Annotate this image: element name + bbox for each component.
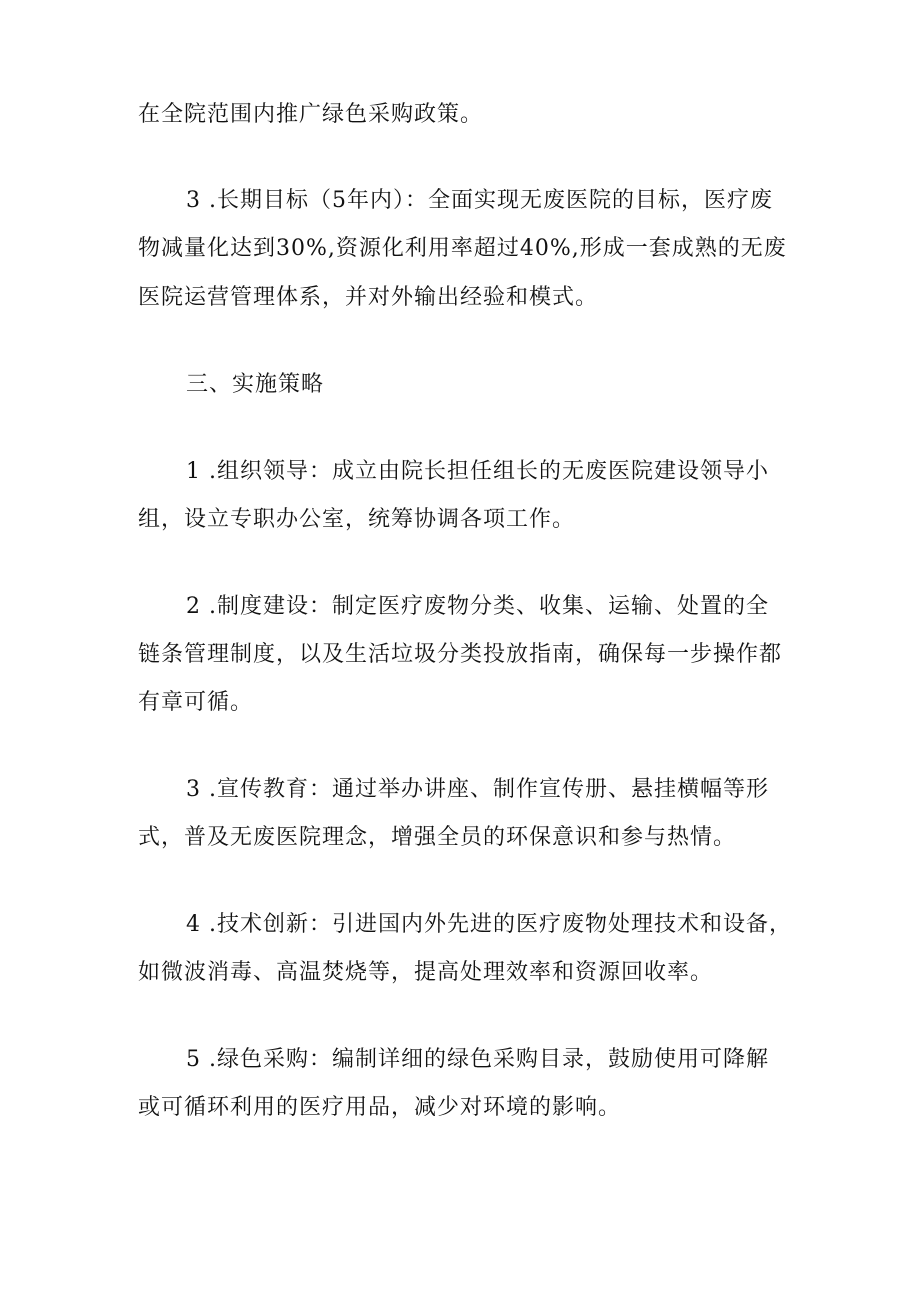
paragraph-line: 在全院范围内推广绿色采购政策。 — [138, 102, 484, 127]
paragraph-line: 如微波消毒、高温焚烧等，提高处理效率和资源回收率。 — [138, 960, 714, 985]
paragraph-line: 4 .技术创新：引进国内外先进的医疗废物处理技术和设备， — [186, 912, 792, 937]
paragraph-line: 物减量化达到30%,资源化利用率超过40%,形成一套成熟的无废 — [138, 236, 787, 261]
section-heading: 三、实施策略 — [186, 372, 325, 397]
paragraph-line: 有章可循。 — [138, 690, 254, 715]
paragraph-line: 1 .组织领导：成立由院长担任组长的无废医院建设领导小 — [186, 459, 769, 484]
paragraph-line: 或可循环利用的医疗用品，减少对环境的影响。 — [138, 1095, 622, 1120]
paragraph-line: 2 .制度建设：制定医疗废物分类、收集、运输、处置的全 — [186, 594, 769, 619]
paragraph-line: 组，设立专职办公室，统筹协调各项工作。 — [138, 507, 576, 532]
paragraph-line: 链条管理制度，以及生活垃圾分类投放指南，确保每一步操作都 — [138, 642, 783, 667]
paragraph-line: 5 .绿色采购：编制详细的绿色采购目录，鼓励使用可降解 — [186, 1047, 769, 1072]
paragraph-line: 3 .长期目标（5年内）：全面实现无废医院的目标，医疗废 — [186, 188, 773, 213]
paragraph-line: 式，普及无废医院理念，增强全员的环保意识和参与热情。 — [138, 825, 737, 850]
paragraph-line: 医院运营管理体系，并对外输出经验和模式。 — [138, 285, 599, 310]
paragraph-line: 3 .宣传教育：通过举办讲座、制作宣传册、悬挂横幅等形 — [186, 777, 769, 802]
